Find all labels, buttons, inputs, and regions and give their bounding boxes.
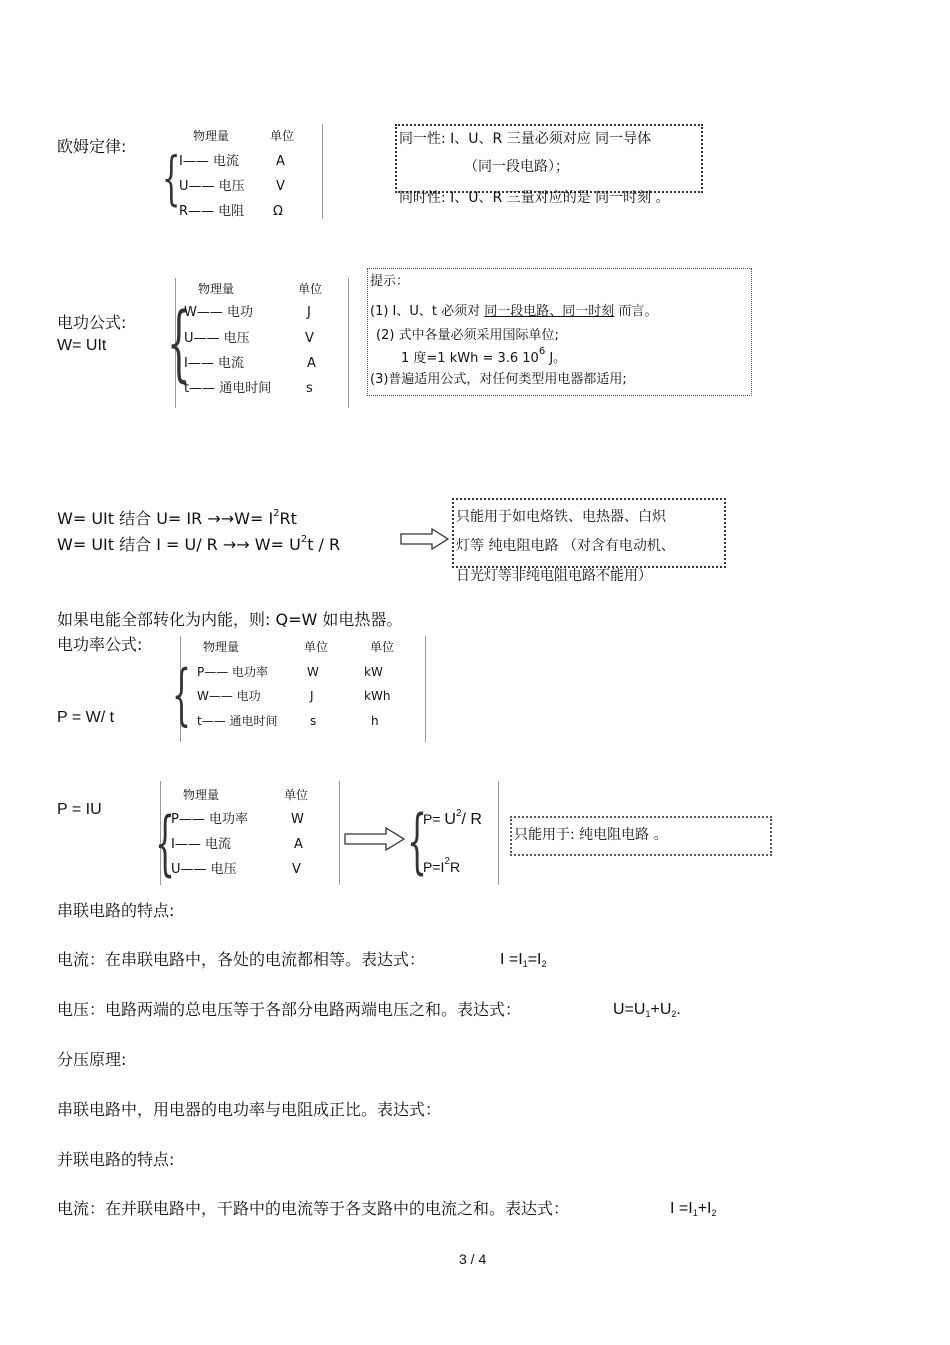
ohm-note-line2: （同一段电路）； bbox=[464, 159, 569, 175]
parallel-current-expr bbox=[670, 1199, 717, 1218]
ohm-row-resistance: R—— 电阻 bbox=[179, 204, 245, 219]
derive-line2 bbox=[57, 535, 340, 554]
work-formula: W= UIt bbox=[57, 337, 107, 354]
piu-row-power: P—— 电功率 bbox=[171, 812, 248, 827]
work-table-right-line bbox=[348, 278, 349, 408]
power-unit1-energy: J bbox=[310, 689, 314, 703]
piu-result-1-a: P= bbox=[423, 811, 441, 827]
page-number: 3 / 4 bbox=[459, 1251, 487, 1267]
ohm-note-line3: 同时性: I、U、R 三量对应的是 同一时刻 。 bbox=[399, 190, 670, 206]
ohm-brace: { bbox=[162, 144, 181, 212]
derive-line1-sup: 2 bbox=[273, 508, 280, 519]
derive-line2-a: W= UIt 结合 I = U/ R →→ W= U bbox=[57, 535, 301, 554]
derive-line1 bbox=[57, 509, 297, 528]
parallel-current-text: 电流：在并联电路中，干路中的电流等于各支路中的电流之和。表达式： bbox=[57, 1199, 570, 1218]
piu-result-1-b: U bbox=[444, 811, 456, 828]
power-title: 电功率公式: bbox=[57, 635, 143, 654]
series-voltage-text: 电压：电路两端的总电压等于各部分电路两端电压之和。表达式： bbox=[57, 1000, 522, 1019]
piu-brace: { bbox=[155, 802, 176, 884]
ohm-unit-voltage: V bbox=[276, 179, 285, 194]
right-arrow-icon bbox=[344, 827, 406, 851]
derive-note-line3: 日光灯等非纯电阻电路不能用） bbox=[456, 568, 652, 584]
ohm-note-line1: 同一性: I、U、R 三量必须对应 同一导体 bbox=[399, 131, 652, 147]
piu-col-quantity: 物理量 bbox=[183, 788, 220, 802]
work-col-unit: 单位 bbox=[298, 282, 323, 296]
series-current-expr-s1: 1 bbox=[522, 959, 528, 969]
work-title: 电功公式: bbox=[57, 313, 127, 332]
power-unit1-time: s bbox=[310, 714, 317, 728]
ohm-unit-resistance: Ω bbox=[273, 204, 283, 219]
ohm-unit-current: A bbox=[276, 154, 285, 169]
work-tip-3-a: 1 度=1 kWh = 3.6 10 bbox=[401, 351, 539, 366]
power-row-power: P—— 电功率 bbox=[197, 665, 269, 679]
parallel-heading: 并联电路的特点: bbox=[57, 1150, 175, 1169]
power-unit1-power: W bbox=[307, 665, 319, 679]
series-current-expr bbox=[500, 950, 547, 969]
work-col-quantity: 物理量 bbox=[198, 282, 235, 296]
work-tip-3-sup: 6 bbox=[538, 346, 546, 357]
series-current-expr-a: I =I bbox=[500, 951, 523, 968]
work-tip-3 bbox=[401, 346, 567, 367]
derive-line1-b: Rt bbox=[279, 509, 297, 528]
ohm-row-voltage: U—— 电压 bbox=[179, 179, 245, 194]
work-tip-1-a: (1) I、U、t 必须对 bbox=[370, 304, 481, 319]
power-unit2-energy: kWh bbox=[364, 689, 391, 703]
parallel-current-expr-a: I =I bbox=[670, 1200, 693, 1217]
ohm-row-current: I—— 电流 bbox=[179, 154, 239, 169]
work-unit-voltage: V bbox=[305, 331, 314, 346]
series-current-expr-b: =I bbox=[527, 951, 542, 968]
series-voltage-expr-s2: 2 bbox=[671, 1009, 677, 1019]
work-tip-title: 提示： bbox=[370, 274, 410, 289]
power-col-unit1: 单位 bbox=[304, 640, 329, 654]
power-unit2-time: h bbox=[371, 714, 379, 728]
work-tip-1 bbox=[370, 304, 657, 320]
derive-line2-sup: 2 bbox=[300, 534, 308, 545]
heat-line: 如果电能全部转化为内能，则: Q=W 如电热器。 bbox=[57, 610, 403, 629]
piu-result-1-sup: 2 bbox=[455, 808, 462, 819]
piu-result-2-a: P=I bbox=[423, 859, 445, 875]
work-tip-1-b: 同一段电路、同一时刻 bbox=[484, 304, 615, 319]
power-col-unit2: 单位 bbox=[370, 640, 395, 654]
work-row-current: I—— 电流 bbox=[184, 356, 244, 371]
derive-note-line2: 灯等 纯电阻电路 （对含有电动机、 bbox=[456, 538, 675, 554]
power-row-energy: W—— 电功 bbox=[197, 689, 261, 703]
piu-result-2 bbox=[423, 856, 461, 876]
series-voltage-expr-b: +U bbox=[650, 1001, 672, 1018]
piu-result-divider bbox=[498, 781, 499, 885]
series-voltage-expr-c: . bbox=[676, 1001, 681, 1018]
piu-formula: P = IU bbox=[57, 801, 102, 818]
piu-result-2-b: R bbox=[449, 859, 461, 875]
piu-result-1-c: / R bbox=[461, 811, 482, 828]
series-voltage-expr-a: U=U bbox=[613, 1001, 646, 1018]
power-unit2-power: kW bbox=[364, 665, 383, 679]
work-tip-3-b: J。 bbox=[545, 351, 567, 366]
piu-unit-power: W bbox=[291, 812, 304, 827]
derive-line1-a: W= UIt 结合 U= IR →→W= I bbox=[57, 509, 274, 528]
right-arrow-icon bbox=[400, 528, 450, 550]
ohm-col-unit: 单位 bbox=[270, 129, 295, 143]
work-tip-1-c: 而言。 bbox=[618, 304, 658, 319]
work-row-energy: W—— 电功 bbox=[184, 305, 253, 320]
derive-line2-b: t / R bbox=[307, 535, 341, 554]
power-row-time: t—— 通电时间 bbox=[197, 714, 278, 728]
parallel-current-expr-s1: 1 bbox=[692, 1208, 698, 1218]
piu-result-1 bbox=[423, 810, 482, 829]
series-heading: 串联电路的特点: bbox=[57, 901, 175, 920]
work-tip-2: (2) 式中各量必须采用国际单位; bbox=[376, 328, 559, 343]
piu-result-2-sup: 2 bbox=[444, 856, 450, 867]
piu-col-unit: 单位 bbox=[284, 788, 309, 802]
series-voltage-expr bbox=[613, 1000, 681, 1019]
derive-note-line1: 只能用于如电烙铁、电热器、白炽 bbox=[456, 509, 666, 525]
piu-row-current: I—— 电流 bbox=[171, 837, 231, 852]
series-power-proportion: 串联电路中，用电器的电功率与电阻成正比。表达式： bbox=[57, 1100, 442, 1119]
power-table-right-line bbox=[425, 636, 426, 742]
piu-result-brace: { bbox=[407, 800, 428, 882]
work-brace: { bbox=[167, 296, 191, 391]
parallel-current-expr-b: +I bbox=[697, 1200, 712, 1217]
ohm-col-quantity: 物理量 bbox=[193, 129, 230, 143]
series-current-expr-s2: 2 bbox=[541, 959, 547, 969]
work-unit-current: A bbox=[307, 356, 316, 371]
power-brace: { bbox=[172, 656, 191, 733]
work-unit-time: s bbox=[306, 381, 313, 396]
series-voltage-expr-s1: 1 bbox=[645, 1009, 651, 1019]
work-unit-energy: J bbox=[307, 305, 311, 320]
piu-unit-voltage: V bbox=[292, 862, 301, 877]
series-divider-heading: 分压原理: bbox=[57, 1050, 127, 1069]
power-formula: P = W/ t bbox=[57, 709, 115, 726]
parallel-current-expr-s2: 2 bbox=[711, 1208, 717, 1218]
ohm-title: 欧姆定律: bbox=[57, 137, 127, 156]
piu-unit-current: A bbox=[294, 837, 303, 852]
piu-row-voltage: U—— 电压 bbox=[171, 862, 237, 877]
work-row-time: t—— 通电时间 bbox=[184, 381, 272, 396]
piu-note: 只能用于: 纯电阻电路 。 bbox=[514, 827, 668, 843]
series-current-text: 电流：在串联电路中，各处的电流都相等。表达式： bbox=[57, 950, 426, 969]
piu-table-right-line bbox=[339, 781, 340, 885]
work-tip-4: (3)普遍适用公式，对任何类型用电器都适用; bbox=[370, 372, 627, 387]
ohm-table-divider bbox=[322, 124, 323, 219]
power-col-quantity: 物理量 bbox=[203, 640, 240, 654]
work-row-voltage: U—— 电压 bbox=[184, 331, 250, 346]
